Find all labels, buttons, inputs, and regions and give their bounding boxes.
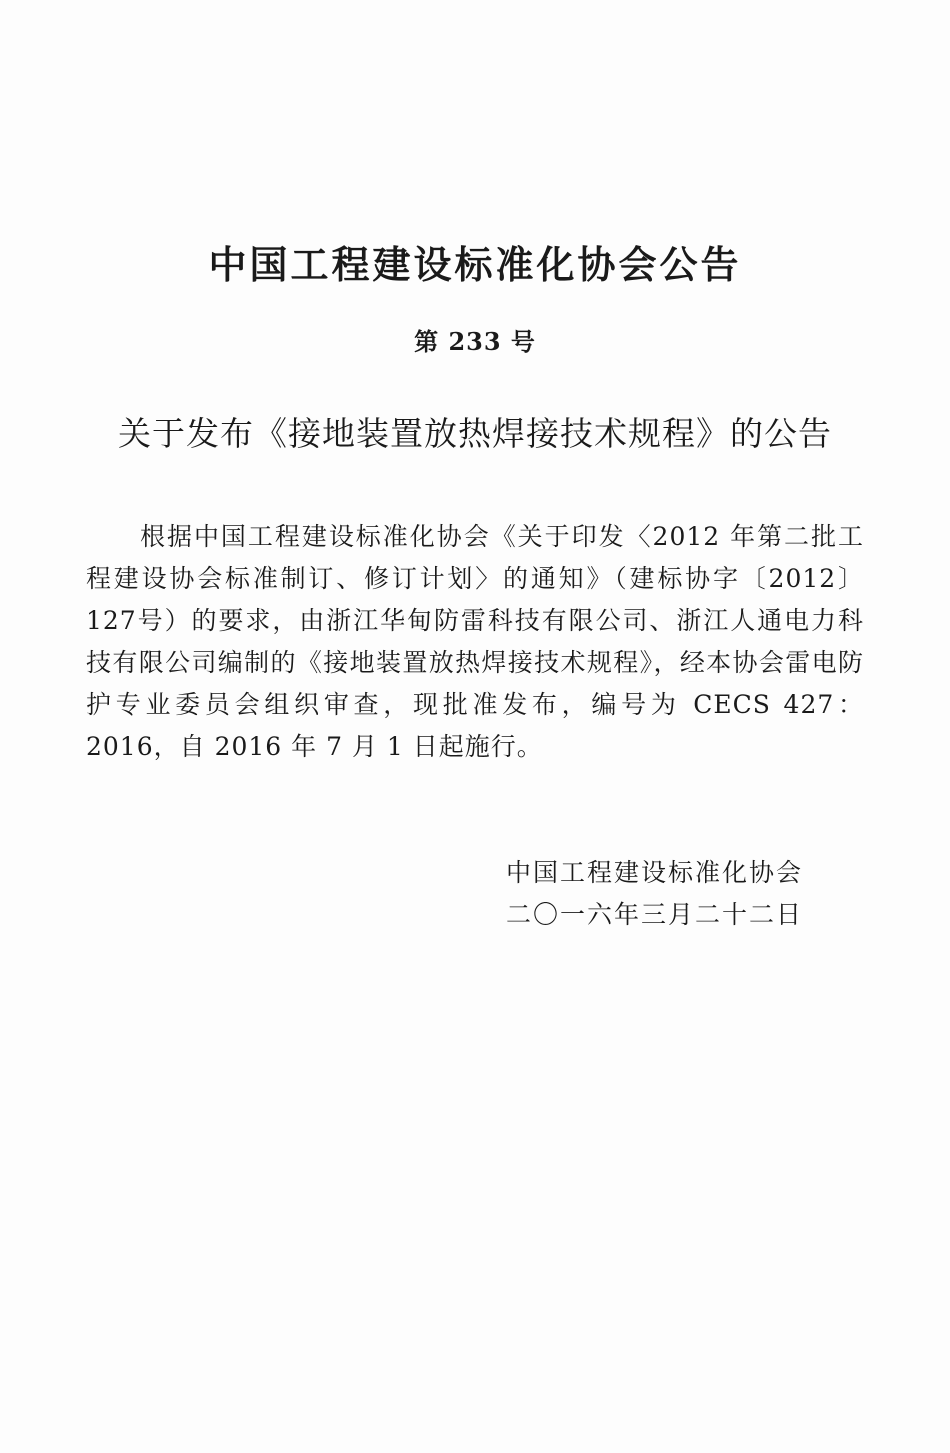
signature-block [506, 852, 846, 936]
announcement-number: 第 233 号 [414, 327, 536, 356]
signature-date: 二〇一六年三月二十二日 [506, 900, 804, 929]
announcement-org-title: 中国工程建设标准化协会公告 [208, 243, 742, 287]
announcement-subject: 关于发布《接地装置放热焊接技术规程》的公告 [118, 414, 832, 453]
announcement-body: 根据中国工程建设标准化协会《关于印发〈2012 年第二批工程建设协会标准制订、修订计划〉的通知》（建标协字〔2012〕127号）的要求，由浙江华甸防雷科技有限公司、浙江人通电力科技有限公司编制的《接地装置放热焊接技术规程》，经本协会雷电防护专业委员会组织审查，现批准发布，编号为 CECS 427：2016，自 2016 年 7 月 1 日起施行。 [86, 522, 864, 761]
signature-org: 中国工程建设标准化协会 [506, 858, 804, 887]
